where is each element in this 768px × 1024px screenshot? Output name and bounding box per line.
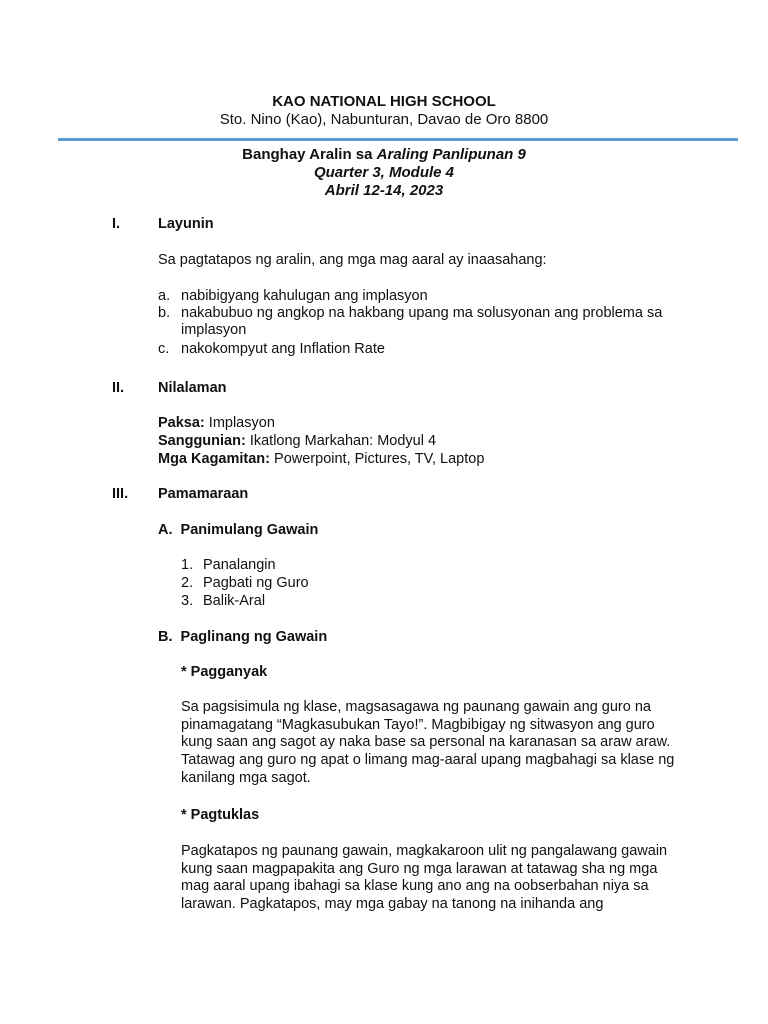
step-item: Balik-Aral <box>203 593 266 609</box>
section-heading-nilalaman: Nilalaman <box>158 380 227 396</box>
sanggunian-label: Sanggunian: <box>158 433 246 449</box>
objective-marker: a. <box>158 288 171 304</box>
step-item: Panalangin <box>203 557 276 573</box>
paksa-value: Implasyon <box>204 415 275 431</box>
header-divider <box>58 138 738 141</box>
step-marker: 1. <box>181 557 194 573</box>
step-marker: 3. <box>181 593 194 609</box>
section-numeral-2: II. <box>112 380 125 396</box>
section-numeral-1: I. <box>112 216 121 232</box>
section-heading-pamamaraan: Pamamaraan <box>158 486 249 502</box>
objectives-intro: Sa pagtatapos ng aralin, ang mga mag aaral ay inaasahang: <box>158 252 547 268</box>
subsection-heading-b: B. Paglinang ng Gawain <box>158 629 328 645</box>
title-prefix: Banghay Aralin sa <box>242 146 377 163</box>
paksa-label: Paksa: <box>158 415 205 431</box>
quarter-module: Quarter 3, Module 4 <box>313 164 455 181</box>
pagganyak-paragraph: Sa pagsisimula ng klase, magsasagawa ng paunang gawain ang guro na pinamagatang “Magkasubukan Tayo!”. Magbibigay ng sitwasyon ang guro kung saan ang sagot ay naka base sa personal na karanasan sa araw araw. Tatawag ang guro ng apat o limang mag-aaral upang magbahagi sa klase ng kanilang mga sagot. <box>181 699 675 786</box>
school-name: KAO NATIONAL HIGH SCHOOL <box>272 93 496 110</box>
pagtuklas-paragraph: Pagkatapos ng paunang gawain, magkakaroon ulit ng pangalawang gawain kung saan magpapakita ang Guro ng mga larawan at tatawag sha ng mga mag aaral upang ibahagi sa klase kung ano ang na oobserbahan niya sa larawan. Pagkatapos, may mga gabay na tanong na inihanda ang <box>181 843 668 913</box>
objective-item: nabibigyang kahulugan ang implasyon <box>181 288 428 304</box>
title-subject: Araling Panlipunan 9 <box>376 146 526 163</box>
pagganyak-heading: * Pagganyak <box>181 664 268 680</box>
lesson-date: Abril 12-14, 2023 <box>324 182 444 199</box>
section-heading-layunin: Layunin <box>158 216 214 232</box>
step-item: Pagbati ng Guro <box>203 575 309 591</box>
section-numeral-3: III. <box>112 486 129 502</box>
step-marker: 2. <box>181 575 194 591</box>
paksa-line <box>158 415 678 431</box>
kagamitan-label: Mga Kagamitan: <box>158 451 270 467</box>
kagamitan-line <box>158 451 678 467</box>
objective-item: nakokompyut ang Inflation Rate <box>181 341 385 357</box>
objective-marker: c. <box>158 341 170 357</box>
pagtuklas-heading: * Pagtuklas <box>181 807 260 823</box>
sanggunian-value: Ikatlong Markahan: Modyul 4 <box>245 433 437 449</box>
objective-marker: b. <box>158 305 171 321</box>
lesson-plan-title <box>0 146 768 163</box>
sanggunian-line <box>158 433 678 449</box>
kagamitan-value: Powerpoint, Pictures, TV, Laptop <box>270 451 485 467</box>
school-address: Sto. Nino (Kao), Nabunturan, Davao de Oro 8800 <box>219 111 549 128</box>
subsection-heading-a: A. Panimulang Gawain <box>158 522 319 538</box>
objective-item: nakabubuo ng angkop na hakbang upang ma solusyonan ang problema sa implasyon <box>181 305 663 338</box>
